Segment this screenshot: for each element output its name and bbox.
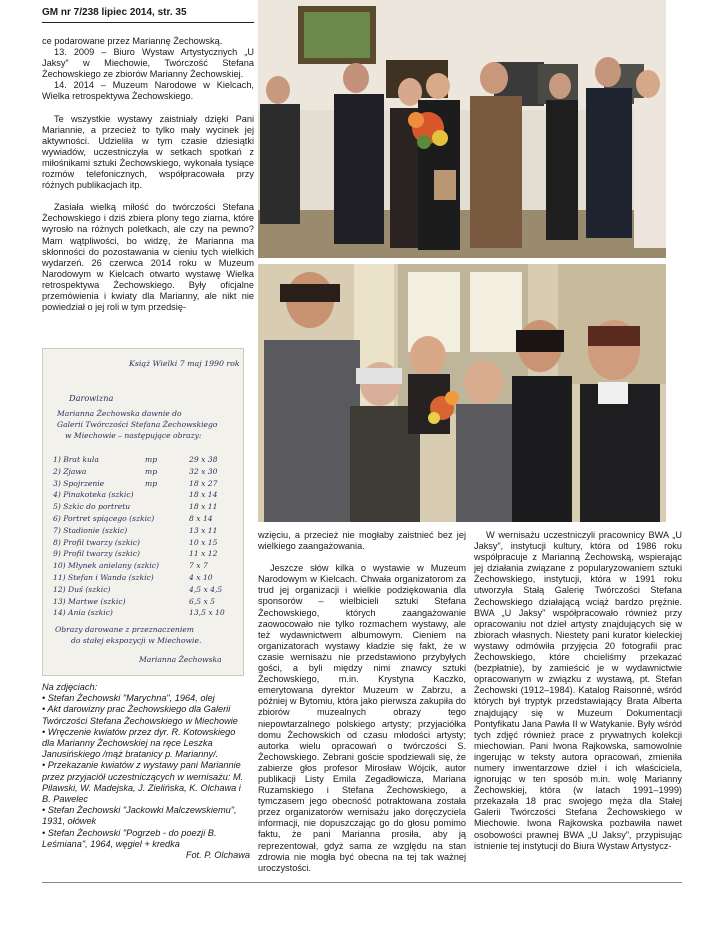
document-item-title: 7) Stadionie (szkic) [53, 525, 128, 535]
footer-divider [42, 882, 682, 883]
photo-captions [42, 682, 250, 861]
paragraph: Zasiała wielką miłość do twórczości Stefana Żechowskiego i dziś zbiera plony tego ziarna, które wyrosło na różnych poletkach, ale czy na pewno? Mam wątpliwości, bo widzę, że Marianna ma skłonności do pozostawania w cieniu tych wielkich wydarzeń. 26 czerwca 2014 roku w Muzeum Narodowym w Kielcach otwarto wystawę Wielka retrospektywa Żechowskiego. Były oficjalne przemówienia i kwiaty dla Marianny, ale nikt nie powiedział o jej roli w tym przedsię- [42, 202, 254, 313]
document-item-size: 13,5 x 10 [189, 608, 225, 618]
photo-credit: Fot. P. Olchawa [185, 850, 250, 861]
document-closing: do stałej ekspozycji w Miechowie. [71, 636, 202, 645]
document-item-size: 4,5 x 4,5 [189, 584, 223, 594]
page-header [42, 6, 254, 23]
document-item-title: 12) Duś (szkic) [53, 584, 111, 594]
document-salutation: Darowizna [69, 393, 114, 403]
document-item-title: 11) Stefan i Wanda (szkic) [53, 573, 154, 582]
document-item-size: 7 x 7 [189, 561, 208, 571]
document-intro: Marianna Żechowska dawnie do [57, 409, 182, 418]
paragraph: Jeszcze słów kilka o wystawie w Muzeum Narodowym w Kielcach. Chwała organizatorom za trud jej organizacji i wielkie podziękowania dla sponsorów – wielbicieli sztuki Stefana Żechowskiego, których zaangażowanie zaowocowało nie tylko rozmachem wystawy, ale też wydawnictwem albumowym. Cieniem na organizatorach wystawy kładzie się fakt, że w czasie wernisażu nie przedstawiono przybyłych gości, a byli między nimi znawcy sztuki Żechowskiego, m.in. Krystyna Kaczko, emerytowana dyrektor Muzeum w Zabrzu, a później w Bytomiu, która jako pierwsza zakupiła do zbiorów muzealnych obrazy tego niepowtarzalnego polskiego artysty; przyjaciółka domu Żechowskich od czasu młodości artysty; autorka wielu opracowań o twórczości S. Żechowskiego. Zebrani goście spodziewali się, że zabierze głos profesor Mirosław Wójcik, autor publikacji Listy Emila Zegadłowicza, Mariana Ruzamskiego i Stefana Żechowskiego, a tymczasem jego obecność potraktowana została przez organizatorów wernisażu jako doręczyciela informacji, nie dopuszczając go do głosu pomimo faktu, że pani Marianna prosiła, aby ją reprezentował, gdyż sama ze względu na stan zdrowia nie mogła być obecna na tej tak ważnej uroczystości. [258, 563, 466, 873]
document-item-size: 6,5 x 5 [189, 596, 216, 606]
document-closing: Obrazy darowane z przeznaczeniem [55, 625, 194, 634]
paragraph: ce podarowane przez Mariannę Żechowską. [42, 36, 223, 46]
caption-item: • Wręczenie kwiatów przez dyr. R. Kotowskiego dla Marianny Żechowskiej na ręce Leszka Janusińskiego /mąż bratanicy p. Marianny/. [42, 726, 236, 760]
document-item-title: 10) Młynek anielany (szkic) [53, 561, 159, 571]
text-column-left [42, 36, 254, 313]
list-item: 14. 2014 – Muzeum Narodowe w Kielcach, Wielka retrospektywa Żechowskiego. [42, 80, 254, 102]
document-item-title: 4) Pinakoteka (szkic) [53, 490, 134, 500]
document-intro: Galerii Twórczości Stefana Żechowskiego [57, 420, 218, 429]
document-item-title: 6) Portret spiącego (szkic) [53, 514, 155, 523]
document-item-title: 5) Szkic do portretu [53, 502, 131, 512]
document-intro: w Miechowie – następujące obrazy: [65, 431, 202, 440]
photo-flower-presentation [258, 0, 666, 258]
document-item-size: 8 x 14 [189, 514, 213, 523]
document-item-title: 9) Profil twarzy (szkic) [53, 549, 140, 559]
document-item-size: 10 x 15 [189, 537, 218, 547]
document-item-size: 32 x 30 [189, 466, 218, 476]
caption-item: • Akt darowizny prac Żechowskiego dla Galerii Twórczości Stefana Żechowskiego w Miechowie [42, 704, 238, 726]
document-item-size: 11 x 12 [189, 549, 218, 559]
document-item-technique: mp [145, 466, 158, 476]
document-item-size: 18 x 14 [189, 490, 218, 500]
caption-item: • Stefan Żechowski "Jackowki Malczewskiemu", 1931, ołówek [42, 805, 237, 827]
document-item-technique: mp [145, 455, 158, 464]
document-item-title: 3) Spojrzenie [53, 478, 105, 488]
document-item-size: 18 x 27 [189, 478, 218, 488]
list-item: 13. 2009 – Biuro Wystaw Artystycznych „U Jaksy” w Miechowie, Twórczość Stefana Żechowskiego ze zbiorów Marianny Żechowskiej. [42, 47, 254, 80]
document-signature: Marianna Żechowska [139, 655, 222, 664]
document-item-size: 4 x 10 [189, 573, 213, 582]
caption-item: • Stefan Żechowski "Marychna", 1964, olej [42, 693, 215, 704]
document-item-size: 18 x 11 [189, 502, 218, 512]
photo-group-with-flowers [258, 264, 666, 522]
document-item-title: 8) Profil twarzy (szkic) [53, 537, 140, 547]
document-item-title: 13) Martwe (szkic) [53, 596, 126, 606]
paragraph: W wernisażu uczestniczyli pracownicy BWA „U Jaksy”, instytucji kultury, która od 1986 roku współpracuje z Marianną Żechowską, wspierając jej działania związane z popularyzowaniem sztuki Żechowskiego, instytucji, która w 1991 roku utworzyła Stałą Galerię Twórczości Stefana Żechowskiego działającą wciąż bardzo prężnie. BWA „U Jaksy” współpracowało również przy opracowaniu not dzieł artysty znajdujących się w zbiorach własnych. Niestety pani kurator kieleckiej wystawy odmówiła przyjęcia 20 fotografii prac Żechowskiego, które chcieliśmy przekazać (bezpłatnie), by zamieścić je w wydawnictwie opracowanym w związku z wystawą, pt. Stefan Żechowski (1912–1984). Katalog Raisonné, wśród których był tryptyk przedstawiający Brata Alberta znajdujący się w Muzeum Dokumentacji Pontyfikatu Jana Pawła II w Watykanie. Były wśród tych zdjęć również prace z prywatnych kolekcji miechowian. Pani Iwona Rajkowska, samowolnie ingerując w teksty autora opracowań, zmieniła numery inwentarzowe dzieł i ich właściciela, ignorując w ten sposób m.in. wolę Marianny Żechowskiej, która (w latach 1991–1999) przekazała 18 prac swojego męża dla Stałej Galerii Twórczości Stefana Żechowskiego w Miechowie. Iwona Rajkowska pozbawiła nawet osobowości prawnej BWA „U Jaksy”, przypisując istnienie tej instytucji do Biura Wystaw Artystycz- [474, 530, 682, 851]
document-item-title: 14) Ania (szkic) [53, 608, 113, 618]
paragraph: Te wszystkie wystawy zaistniały dzięki Pani Mariannie, a przecież to tylko mały wycinek jej aktywności. Udzieliła w tym czasie dziesiątki wywiadów, uczestniczyła w setkach spotkań z miłośnikami sztuki Żechowskiego, wykonała tysiące rozmów telefonicznych, współpracowała przy różnych publikacjach itp. [42, 113, 254, 191]
issue-line: GM nr 7/238 lipiec 2014, str. 35 [42, 7, 187, 18]
caption-item: • Przekazanie kwiatów z wystawy pani Mariannie przez przyjaciół uczestniczących w wernisażu: M. Pilawski, W. Madejska, J. Zielińska, K. Olchawa i B. Pawelec [42, 760, 244, 805]
document-item-technique: mp [145, 478, 158, 488]
document-item-size: 29 x 38 [189, 455, 218, 464]
captions-heading: Na zdjęciach: [42, 682, 98, 692]
document-item-size: 13 x 11 [189, 525, 218, 535]
document-item-title: 1) Brat kula [53, 455, 99, 464]
document-date: Książ Wielki 7 maj 1990 rok [129, 359, 240, 368]
document-item-title: 2) Zjawa [53, 466, 87, 476]
caption-item: • Stefan Żechowski "Pogrzeb - do poezji B. Leśmiana", 1964, węgiel + kredka [42, 827, 217, 849]
text-column-middle [258, 530, 466, 874]
paragraph: wzięciu, a przecież nie mogłaby zaistnieć bez jej wielkiego zaangażowania. [258, 530, 466, 552]
text-column-right [474, 530, 682, 852]
donation-document-image [42, 348, 244, 676]
